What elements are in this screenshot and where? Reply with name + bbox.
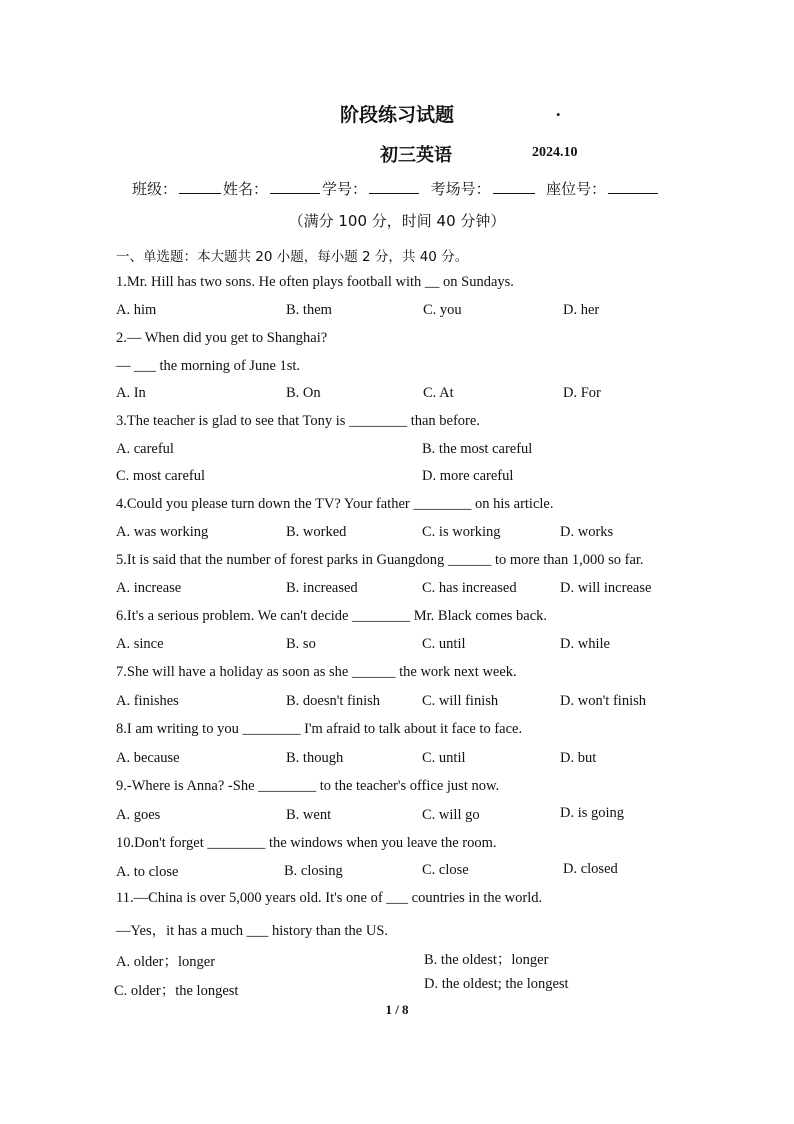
option-a[interactable]: A. because [116, 750, 180, 766]
option-a[interactable]: A. finishes [116, 693, 179, 709]
page-number: 1 / 8 [385, 1002, 409, 1017]
exam-room-label: 考场号： [430, 180, 491, 198]
option-d[interactable]: D. closed [563, 861, 618, 877]
option-c[interactable]: C. At [423, 385, 454, 401]
option-c[interactable]: C. is working [422, 524, 501, 540]
option-c[interactable]: C. close [422, 862, 469, 878]
question-stem: 11.—China is over 5,000 years old. It's one of ___ countries in the world. [116, 890, 543, 906]
option-b[interactable]: B. closing [284, 863, 343, 879]
option-d[interactable]: D. the oldest; the longest [424, 976, 569, 992]
option-b[interactable]: B. the most careful [422, 441, 533, 457]
option-d[interactable]: D. more careful [422, 468, 514, 484]
question-stem: 3.The teacher is glad to see that Tony is ________ than before. [116, 413, 480, 429]
question-stem-reply: — ___ the morning of June 1st. [116, 358, 301, 374]
question-stem: 2.— When did you get to Shanghai? [116, 330, 328, 346]
option-c[interactable]: C. you [423, 302, 462, 318]
option-a[interactable]: A. him [116, 302, 157, 318]
subject-title: 初三英语 [380, 145, 452, 166]
option-d[interactable]: D. is going [560, 805, 625, 821]
option-a[interactable]: A. since [116, 636, 164, 652]
option-c[interactable]: C. until [422, 636, 466, 652]
option-c[interactable]: C. will go [422, 807, 480, 823]
option-d[interactable]: D. For [563, 385, 601, 401]
option-d[interactable]: D. will increase [560, 580, 652, 596]
score-info: （满分 100 分，时间 40 分钟） [288, 212, 506, 230]
option-b[interactable]: B. them [286, 302, 332, 318]
student-info-row [132, 178, 660, 199]
exam-room-field[interactable] [493, 179, 535, 194]
option-b[interactable]: B. went [286, 807, 332, 823]
option-d[interactable]: D. works [560, 524, 614, 540]
option-c[interactable]: C. most careful [116, 468, 205, 484]
exam-date: 2024.10 [532, 145, 578, 160]
student-no-label: 学号： [322, 180, 368, 198]
question-stem: 7.She will have a holiday as soon as she ______ the work next week. [116, 664, 517, 680]
option-a[interactable]: A. goes [116, 807, 161, 823]
title-dot: . [556, 100, 561, 120]
question-stem: 10.Don't forget ________ the windows when you leave the room. [116, 835, 497, 851]
option-c[interactable]: C. older；the longest [114, 983, 239, 999]
seat-label: 座位号： [546, 180, 607, 198]
option-b[interactable]: B. doesn't finish [286, 693, 381, 709]
option-b[interactable]: B. so [286, 636, 316, 652]
section-heading: 一、单选题：本大题共 20 小题，每小题 2 分，共 40 分。 [116, 249, 469, 265]
option-b[interactable]: B. increased [286, 580, 358, 596]
option-d[interactable]: D. her [563, 302, 600, 318]
option-b[interactable]: B. the oldest；longer [424, 952, 549, 968]
option-a[interactable]: A. In [116, 385, 146, 401]
name-field[interactable] [270, 179, 320, 194]
option-a[interactable]: A. was working [116, 524, 209, 540]
question-stem: 6.It's a serious problem. We can't decide ________ Mr. Black comes back. [116, 608, 548, 624]
option-b[interactable]: B. On [286, 385, 321, 401]
question-stem: 8.I am writing to you ________ I'm afraid to talk about it face to face. [116, 721, 523, 737]
option-d[interactable]: D. while [560, 636, 610, 652]
option-a[interactable]: A. to close [116, 864, 179, 880]
class-field[interactable] [179, 179, 221, 194]
exam-title: 阶段练习试题 [339, 104, 454, 126]
option-b[interactable]: B. though [286, 750, 344, 766]
option-a[interactable]: A. careful [116, 441, 174, 457]
question-stem: 4.Could you please turn down the TV? Your father ________ on his article. [116, 496, 554, 512]
option-d[interactable]: D. won't finish [560, 693, 646, 709]
option-c[interactable]: C. has increased [422, 580, 517, 596]
question-stem: 9.-Where is Anna? -She ________ to the teacher's office just now. [116, 778, 500, 794]
question-stem-reply: —Yes，it has a much ___ history than the US. [116, 923, 389, 939]
option-c[interactable]: C. until [422, 750, 466, 766]
option-d[interactable]: D. but [560, 750, 597, 766]
question-stem: 1.Mr. Hill has two sons. He often plays football with __ on Sundays. [116, 274, 514, 290]
seat-field[interactable] [608, 179, 658, 194]
option-b[interactable]: B. worked [286, 524, 347, 540]
class-label: 班级： [132, 180, 178, 198]
option-a[interactable]: A. increase [116, 580, 182, 596]
option-c[interactable]: C. will finish [422, 693, 499, 709]
student-no-field[interactable] [369, 179, 419, 194]
name-label: 姓名： [223, 180, 269, 198]
question-stem: 5.It is said that the number of forest parks in Guangdong ______ to more than 1,000 so far. [116, 552, 644, 568]
option-a[interactable]: A. older；longer [116, 954, 216, 970]
